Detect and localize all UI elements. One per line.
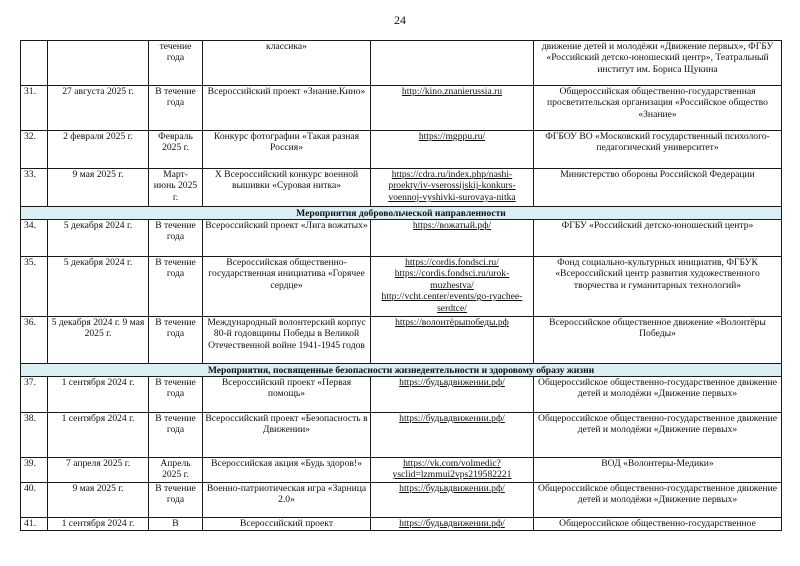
event-title: Конкурс фотографии «Такая разная Россия»: [203, 131, 371, 169]
event-link[interactable]: https://cordis.fondsci.ru/: [405, 257, 499, 268]
event-date: 1 сентября 2024 г.: [48, 518, 149, 531]
event-link[interactable]: https://cordis.fondsci.ru/urok-muzhestva/: [394, 268, 510, 291]
event-links: [371, 458, 534, 483]
event-title: Всероссийский проект: [203, 518, 371, 531]
event-link[interactable]: https://вожатый.рф/: [412, 220, 492, 231]
event-title: Всероссийская акция «Будь здоров!»: [203, 458, 371, 483]
organizer: Общероссийское общественно-государственное движение детей и молодёжи «Движение первых»: [534, 483, 782, 518]
row-number: 31.: [21, 86, 48, 131]
table-row: [21, 317, 782, 364]
event-links: [371, 518, 534, 531]
row-number: 38.: [21, 413, 48, 458]
table-row: [21, 458, 782, 483]
event-link[interactable]: https://mgppu.ru/: [418, 131, 486, 142]
event-title: Всероссийский проект «Первая помощь»: [203, 377, 371, 413]
event-title: Всероссийский проект «Лига вожатых»: [203, 220, 371, 257]
event-link[interactable]: https://волонтёрыпобеды.рф: [395, 317, 509, 328]
organizer: Общероссийская общественно-государственная просветительская организация «Российское общество «Знание»: [534, 86, 782, 131]
event-link[interactable]: https://будьвдвижении.рф/: [399, 377, 505, 388]
event-links: [371, 413, 534, 458]
event-links: [371, 86, 534, 131]
organizer: Министерство обороны Российской Федерации: [534, 169, 782, 207]
table-row: [21, 483, 782, 518]
organizer: Общероссийское общественно-государственное движение детей и молодёжи «Движение первых»: [534, 377, 782, 413]
event-links: [371, 377, 534, 413]
section-title: Мероприятия добровольческой направленности: [21, 207, 782, 220]
table-row: [21, 41, 782, 86]
table-row: [21, 220, 782, 257]
event-links: [371, 317, 534, 364]
event-link[interactable]: https://vk.com/volmedic?ysclid=lzmmui2vps219582221: [392, 458, 512, 481]
event-date: 1 сентября 2024 г.: [48, 377, 149, 413]
event-period: В течение года: [149, 86, 203, 131]
event-title: X Всероссийский конкурс военной вышивки «Суровая нитка»: [203, 169, 371, 207]
event-date: 5 декабря 2024 г.: [48, 257, 149, 317]
event-link[interactable]: http://kino.znanierussia.ru: [401, 86, 503, 97]
section-header-row: [21, 364, 782, 377]
event-title: Всероссийская общественно- государственная инициатива «Горячее сердце»: [203, 257, 371, 317]
table-row: [21, 257, 782, 317]
event-links: [371, 169, 534, 207]
organizer: Общероссийское общественно-государственное движение детей и молодёжи «Движение первых»: [534, 413, 782, 458]
event-period: течение года: [149, 41, 203, 86]
page-number: 24: [394, 13, 406, 27]
row-number: 41.: [21, 518, 48, 531]
section-title: Мероприятия, посвященные безопасности жизнедеятельности и здоровому образу жизни: [21, 364, 782, 377]
row-number: 36.: [21, 317, 48, 364]
table-row: [21, 413, 782, 458]
event-date: 9 мая 2025 г.: [48, 169, 149, 207]
table-row: [21, 169, 782, 207]
event-period: В течение года: [149, 377, 203, 413]
event-link[interactable]: https://будьвдвижении.рф/: [399, 483, 505, 494]
row-number: 39.: [21, 458, 48, 483]
event-date: 27 августа 2025 г.: [48, 86, 149, 131]
event-links: [371, 220, 534, 257]
row-number: 32.: [21, 131, 48, 169]
event-title: классика»: [203, 41, 371, 86]
section-header-row: [21, 207, 782, 220]
organizer: ФГБУ «Российский детско-юношеский центр»: [534, 220, 782, 257]
organizer: ФГБОУ ВО «Московский государственный психолого- педагогический университет»: [534, 131, 782, 169]
event-links: [371, 257, 534, 317]
table-row: [21, 131, 782, 169]
event-date: 5 декабря 2024 г. 9 мая 2025 г.: [48, 317, 149, 364]
event-date: 1 сентября 2024 г.: [48, 413, 149, 458]
event-period: Февраль 2025 г.: [149, 131, 203, 169]
row-number: [21, 41, 48, 86]
row-number: 35.: [21, 257, 48, 317]
organizer: ВОД «Волонтеры-Медики»: [534, 458, 782, 483]
event-date: 7 апреля 2025 г.: [48, 458, 149, 483]
event-title: Военно-патриотическая игра «Зарница 2.0»: [203, 483, 371, 518]
table-row: [21, 377, 782, 413]
events-table: [20, 40, 782, 531]
event-links: [371, 131, 534, 169]
organizer: Общероссийское общественно-государственное: [534, 518, 782, 531]
event-period: Март- июнь 2025 г.: [149, 169, 203, 207]
event-link[interactable]: https://будьвдвижении.рф/: [399, 518, 505, 529]
row-number: 40.: [21, 483, 48, 518]
row-number: 37.: [21, 377, 48, 413]
organizer: движение детей и молодёжи «Движение первых», ФГБУ «Российский детско-юношеский центр», Театральный институт им. Бориса Щукина: [534, 41, 782, 86]
table-row: [21, 518, 782, 531]
event-links: [371, 41, 534, 86]
organizer: Всероссийское общественное движение «Волонтёры Победы»: [534, 317, 782, 364]
event-title: Всероссийский проект «Безопасность в Движении»: [203, 413, 371, 458]
event-link[interactable]: https://будьвдвижении.рф/: [399, 413, 505, 424]
event-link[interactable]: https://cdra.ru/index.php/nashi-proekty/iv-vserossijskij-konkurs-voennoj-vyshivki-surovaya-nitka: [388, 169, 516, 203]
event-period: В течение года: [149, 220, 203, 257]
event-date: 9 мая 2025 г.: [48, 483, 149, 518]
event-link[interactable]: http://vcht.center/events/go-ryachee-serdtce/: [381, 291, 523, 314]
event-period: В течение года: [149, 483, 203, 518]
organizer: Фонд социально-культурных инициатив, ФГБУК «Всероссийский центр развития художественного творчества и гуманитарных технологий»: [534, 257, 782, 317]
event-period: В течение года: [149, 257, 203, 317]
event-date: [48, 41, 149, 86]
event-period: В: [149, 518, 203, 531]
event-title: Всероссийский проект «Знание.Кино»: [203, 86, 371, 131]
row-number: 33.: [21, 169, 48, 207]
event-period: В течение года: [149, 413, 203, 458]
row-number: 34.: [21, 220, 48, 257]
event-date: 2 февраля 2025 г.: [48, 131, 149, 169]
event-links: [371, 483, 534, 518]
event-period: Апрель 2025 г.: [149, 458, 203, 483]
event-period: В течение года: [149, 317, 203, 364]
event-title: Международный волонтерский корпус 80-й годовщины Победы в Великой Отечественной войне 1941-1945 годов: [203, 317, 371, 364]
event-date: 5 декабря 2024 г.: [48, 220, 149, 257]
table-row: [21, 86, 782, 131]
